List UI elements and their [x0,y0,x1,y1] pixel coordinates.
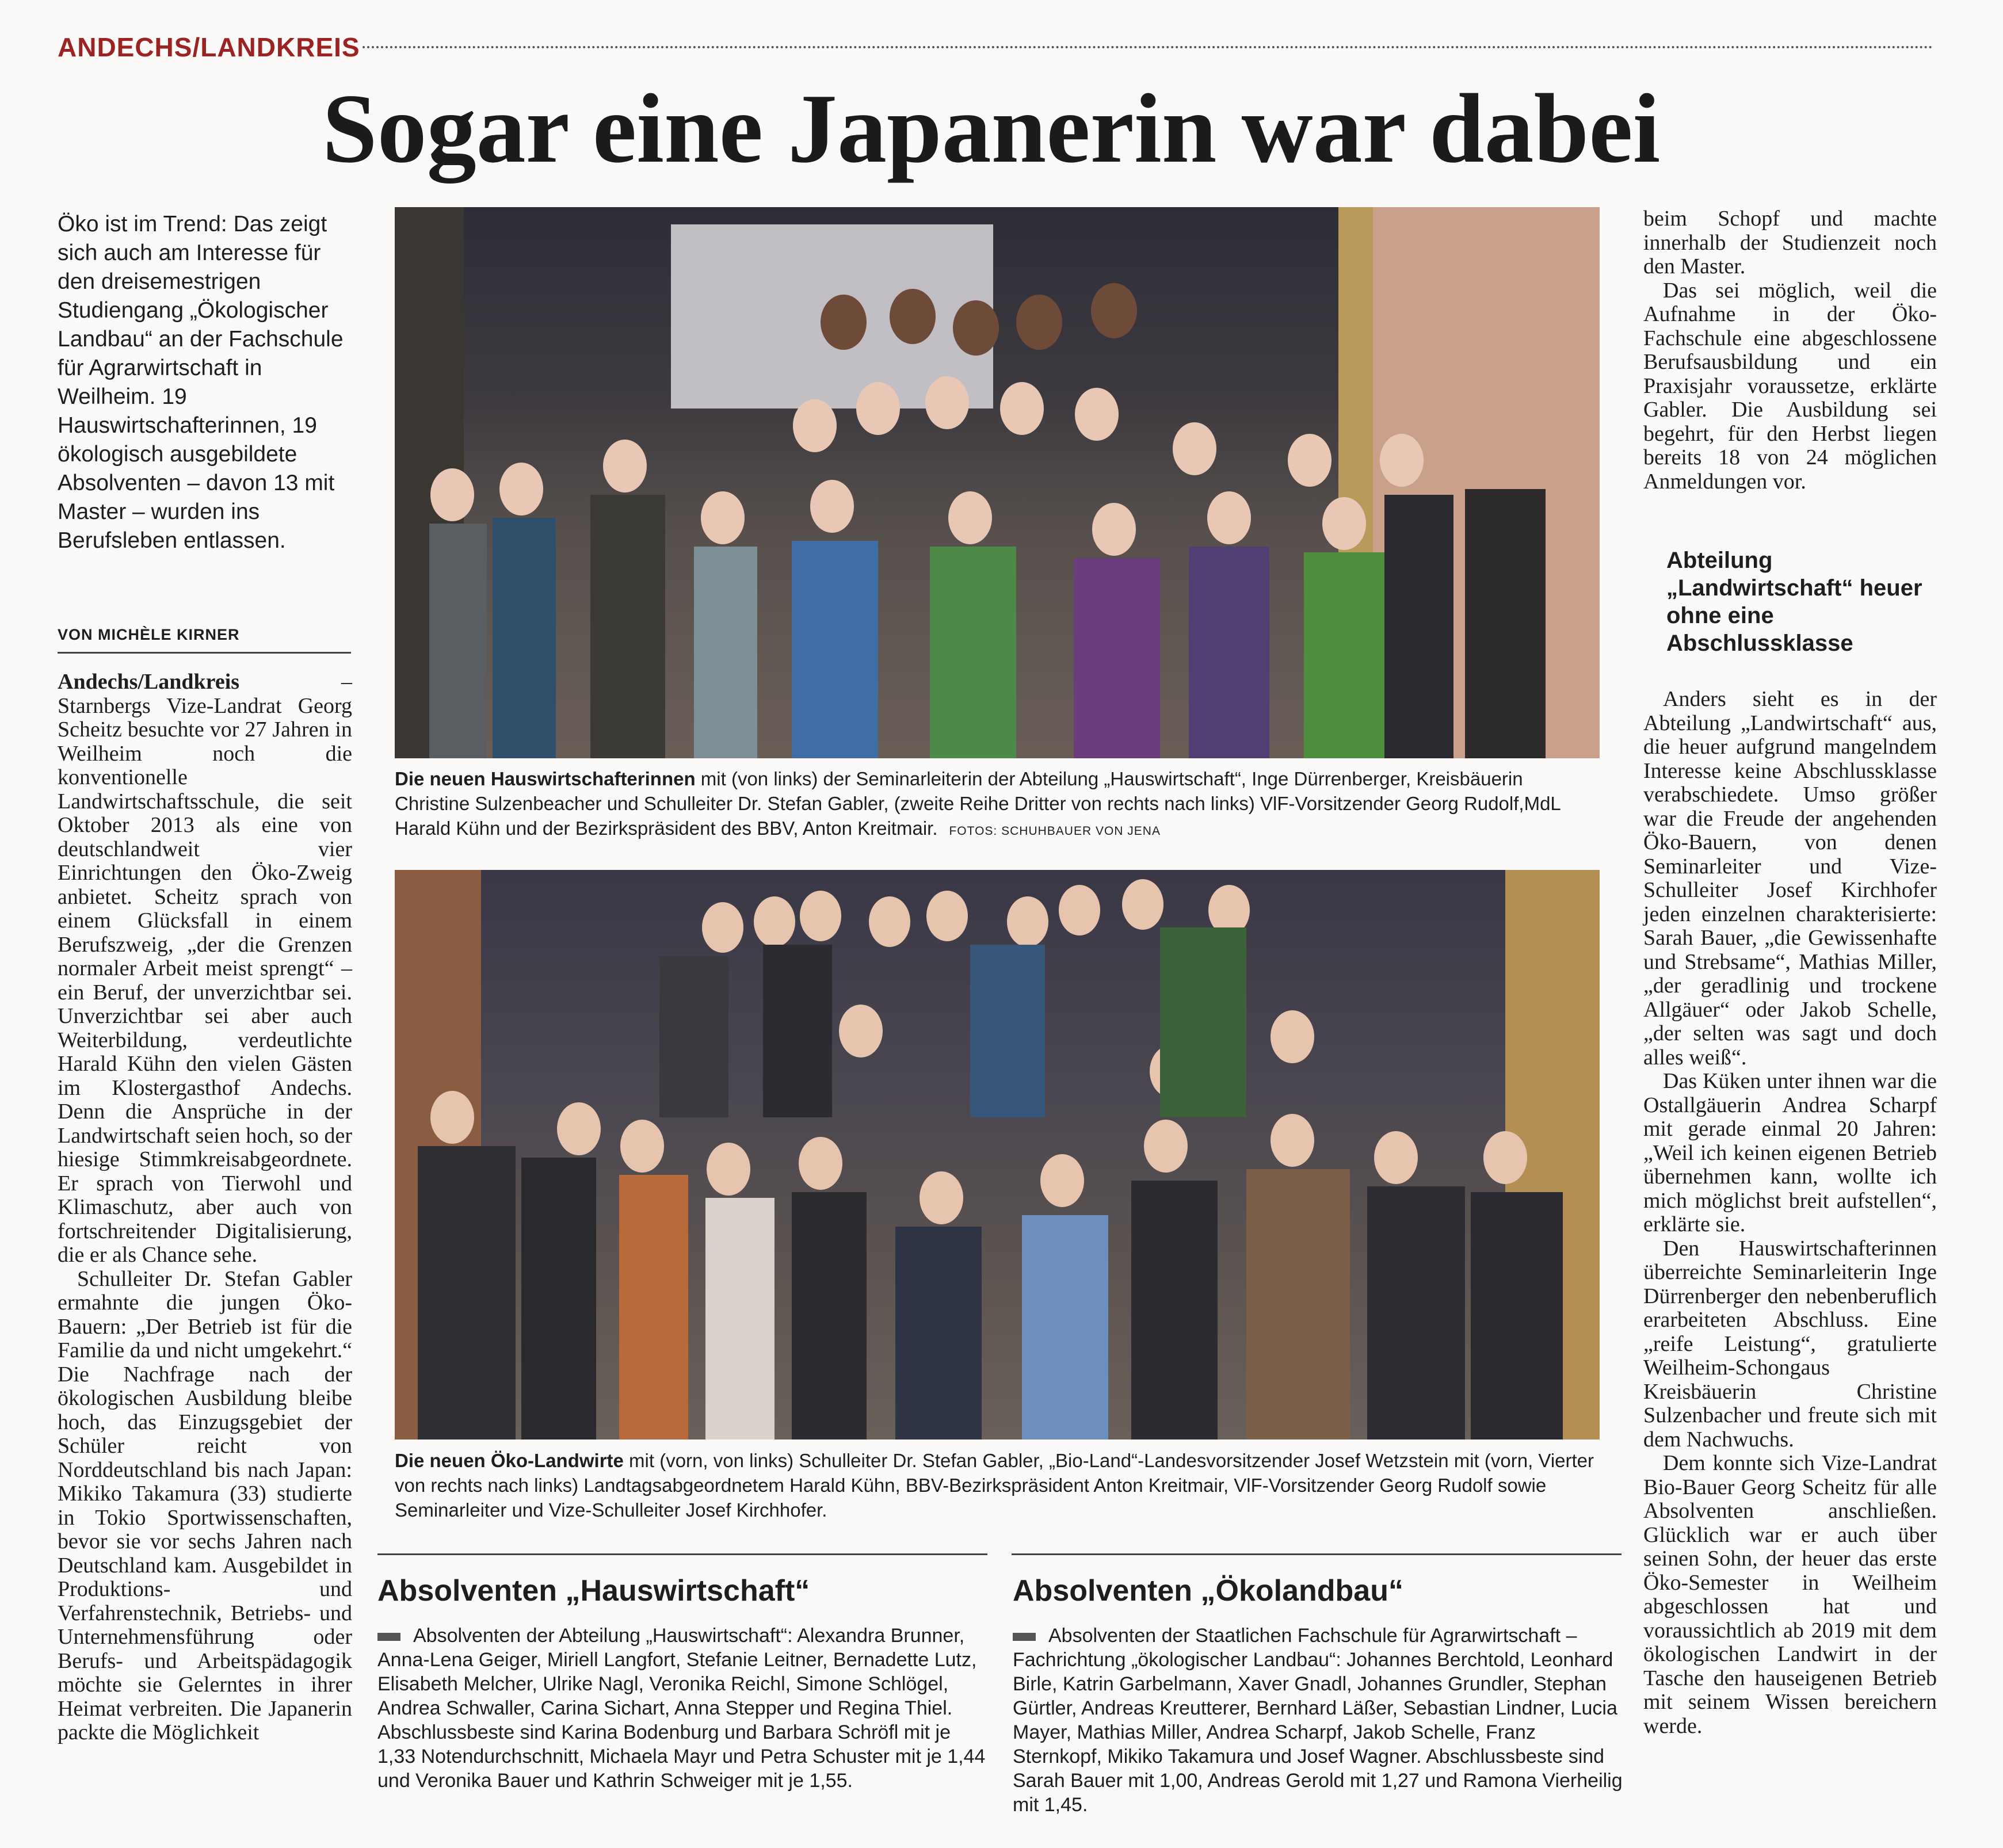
dateline: Andechs/Landkreis [58,670,240,694]
photo1-caption-text: mit (von links) der Seminarleiterin der Abteilung „Hauswirtschaft“, Inge Dürrenberger, Kreisbäuerin Christine Sulzenbeacher und Schulleiter Dr. Stefan Gabler, (zweite Reihe Dritter von rechts nach links) VlF-Vorsitzender Georg Rudolf,MdL Harald Kühn und der Bezirkspräsident des BBV, Anton Kreitmair. [395,768,1561,839]
photo1-caption-lead: Die neuen Hauswirtschafterinnen [395,768,696,789]
photo2-caption-text: mit (vorn, von links) Schulleiter Dr. Stefan Gabler, „Bio-Land“-Landesvorsitzender Josef Wetzstein mit (vorn, Vierter von rechts nach links) Landtagsabgeordnetem Harald Kühn, BBV-Bezirkspräsident Anton Kreitmair, VlF-Vorsitzender Georg Rudolf sowie Seminarleiter und Vize-Schulleiter Josef Kirchhofer. [395,1450,1594,1521]
photo2-caption-lead: Die neuen Öko-Landwirte [395,1450,624,1471]
box1-rule [377,1553,987,1555]
section-label: ANDECHS/LANDKREIS [58,32,360,62]
box1-title: Absolventen „Hauswirtschaft“ [377,1574,810,1608]
article-paragraph: Den Hauswirtschafterinnen überreichte Seminarleiterin Inge Dürrenberger den nebenberuflich erarbeiteten Abschluss. Eine „reife Leistung“, gratulierte Weilheim-Schongaus Kreisbäuerin Christine Sulzenbacher und freute sich mit dem Nachwuchs. [1643,1236,1937,1452]
author-rule [58,652,351,654]
section-rule [363,46,1933,48]
article-paragraph: beim Schopf und machte innerhalb der Studienzeit noch den Master. [1643,207,1937,278]
article-paragraph: Schulleiter Dr. Stefan Gabler ermahnte die jungen Öko-Bauern: „Der Betrieb ist für die Familie da und nicht umgekehrt.“ Die Nachfrage nach der ökologischen Ausbildung bleibe hoch, das Einzugsgebiet der Schüler reicht von Norddeutschland bis nach Japan: Mikiko Takamura (33) studierte in Tokio Sportwissenschaften, bevor sie vor sechs Jahren nach Deutschland kam. Ausgebildet in Produktions- und Verfahrenstechnik, Betriebs- und Unternehmensführung oder Berufs- und Arbeitspädagogik möchte sie Gelerntes in ihrer Heimat verbreiten. Die Japanerin packte die Möglichkeit [58,1266,352,1744]
lead-text: Öko ist im Trend: Das zeigt sich auch am Interesse für den dreisemestrigen Studiengang „Ökologischer Landbau“ an der Fachschule für Agrarwirtschaft in Weilheim. 19 Hauswirtschafterinnen, 19 ökologisch ausgebildete Absolventen – davon 13 mit Master – wurden ins Berufsleben entlassen. [58,212,344,553]
headline: Sogar eine Japanerin war dabei [322,74,1661,184]
article-paragraph: – Starnbergs Vize-Landrat Georg Scheitz besuchte vor 27 Jahren in Weilheim noch die konventionelle Landwirtschaftsschule, die seit Oktober 2013 als eine von deutschlandweit vier Einrichtungen den Öko-Zweig anbietet. Scheitz sprach von einem Glücksfall in einem Berufszweig, „der die Grenzen normaler Arbeit meist sprengt“ – ein Beruf, der unverzichtbar sei. Unverzichtbar sei aber auch Weiterbildung, verdeutlichte Harald Kühn den vielen Gästen im Klostergasthof Andechs. Denn die Ansprüche in der Landwirtschaft seien hoch, so der hiesige Stimmkreisabgeordnete. Er sprach von Tierwohl und Klimaschutz, aber auch von fortschreitender Digitalisierung, die er als Chance sehe. [58,670,352,1267]
box2-text [1013,1624,1623,1817]
box2-bullet-icon [1013,1633,1036,1641]
article-paragraph: Anders sieht es in der Abteilung „Landwirtschaft“ aus, die heuer aufgrund mangelndem Interesse keine Abschlussklasse verabschiedete. Umso größer war die Freude der angehenden Öko-Bauern, von denen Seminarleiter und Vize-Schulleiter Josef Kirchhofer jeden einzelnen charakterisierte: Sarah Bauer, „die Gewissenhafte und Strebsame“, Mathias Miller, „der geradlinig und trockene Allgäuer“ oder Jakob Schelle, „der selten was sagt und doch alles weiß“. [1643,687,1937,1070]
photo-hauswirtschafterinnen [395,207,1600,758]
photo1-caption [395,766,1600,843]
box1-body: Absolventen der Abteilung „Hauswirtschaft“: Alexandra Brunner, Anna-Lena Geiger, Miriell Langfort, Stefanie Leitner, Bernadette Lutz, Elisabeth Melcher, Ulrike Nagl, Veronika Reichl, Simone Schlögel, Andrea Schwaller, Carina Sichart, Anna Stepper und Regina Thiel. Abschlussbeste sind Karina Bodenburg und Barbara Schröfl mit je 1,33 Notendurchschnitt, Michaela Mayr und Petra Schuster mit je 1,44 und Veronika Bauer und Kathrin Schweiger mit je 1,55. [377,1625,986,1792]
photo2-caption [395,1448,1600,1522]
article-paragraph: Das sei möglich, weil die Aufnahme in der Öko-Fachschule eine abgeschlossene Berufsausbildung und ein Praxisjahr voraussetze, erklärte Gabler. Die Ausbildung sei begehrt, für den Herbst liegen bereits 18 von 24 möglichen Anmeldungen vor. [1643,278,1937,494]
box1-bullet-icon [377,1633,400,1641]
box2-rule [1012,1553,1622,1555]
box2-title: Absolventen „Ökolandbau“ [1013,1574,1403,1608]
box2-body: Absolventen der Staatlichen Fachschule für Agrarwirtschaft – Fachrichtung „ökologischer Landbau“: Johannes Berchtold, Leonhard Birle, Katrin Garbelmann, Xaver Gnadl, Johannes Grundler, Stephan Gürtler, Andreas Kreutterer, Bernhard Läßer, Sebastian Lindner, Lucia Mayer, Mathias Miller, Andrea Scharpf, Jakob Schelle, Franz Sternkopf, Mikiko Takamura und Josef Wagner. Abschlussbeste sind Sarah Bauer mit 1,00, Andreas Gerold mit 1,27 und Ramona Vierheilig mit 1,45. [1013,1625,1623,1816]
article-column-3-top [1643,207,1937,494]
box1-text [377,1624,987,1793]
article-paragraph: Dem konnte sich Vize-Landrat Bio-Bauer Georg Scheitz für alle Absolventen anschließen. Glücklich war er auch über seinen Sohn, der heuer das erste Öko-Semester in Weilheim abgeschlossen hat und voraussichtlich ab 2019 mit dem ökologischen Landwirt in der Tasche den hauseigenen Betrieb mit seinem Wissen bereichern werde. [1643,1451,1937,1738]
subheading: Abteilung „Landwirtschaft“ heuer ohne eine Abschlussklasse [1666,548,1922,656]
author-byline: VON MICHÈLE KIRNER [58,626,240,643]
photo-credit: FOTOS: SCHUHBAUER VON JENA [949,824,1161,838]
article-column-1 [58,670,352,1745]
photo-oeko-landwirte [395,870,1600,1440]
article-paragraph: Das Küken unter ihnen war die Ostallgäuerin Andrea Scharpf mit gerade einmal 20 Jahren: „Weil ich keinen eigenen Betrieb übernehmen kann, wollte ich mich möglichst breit aufstellen“, erklärte sie. [1643,1069,1937,1236]
article-column-3-bottom [1643,688,1937,1738]
